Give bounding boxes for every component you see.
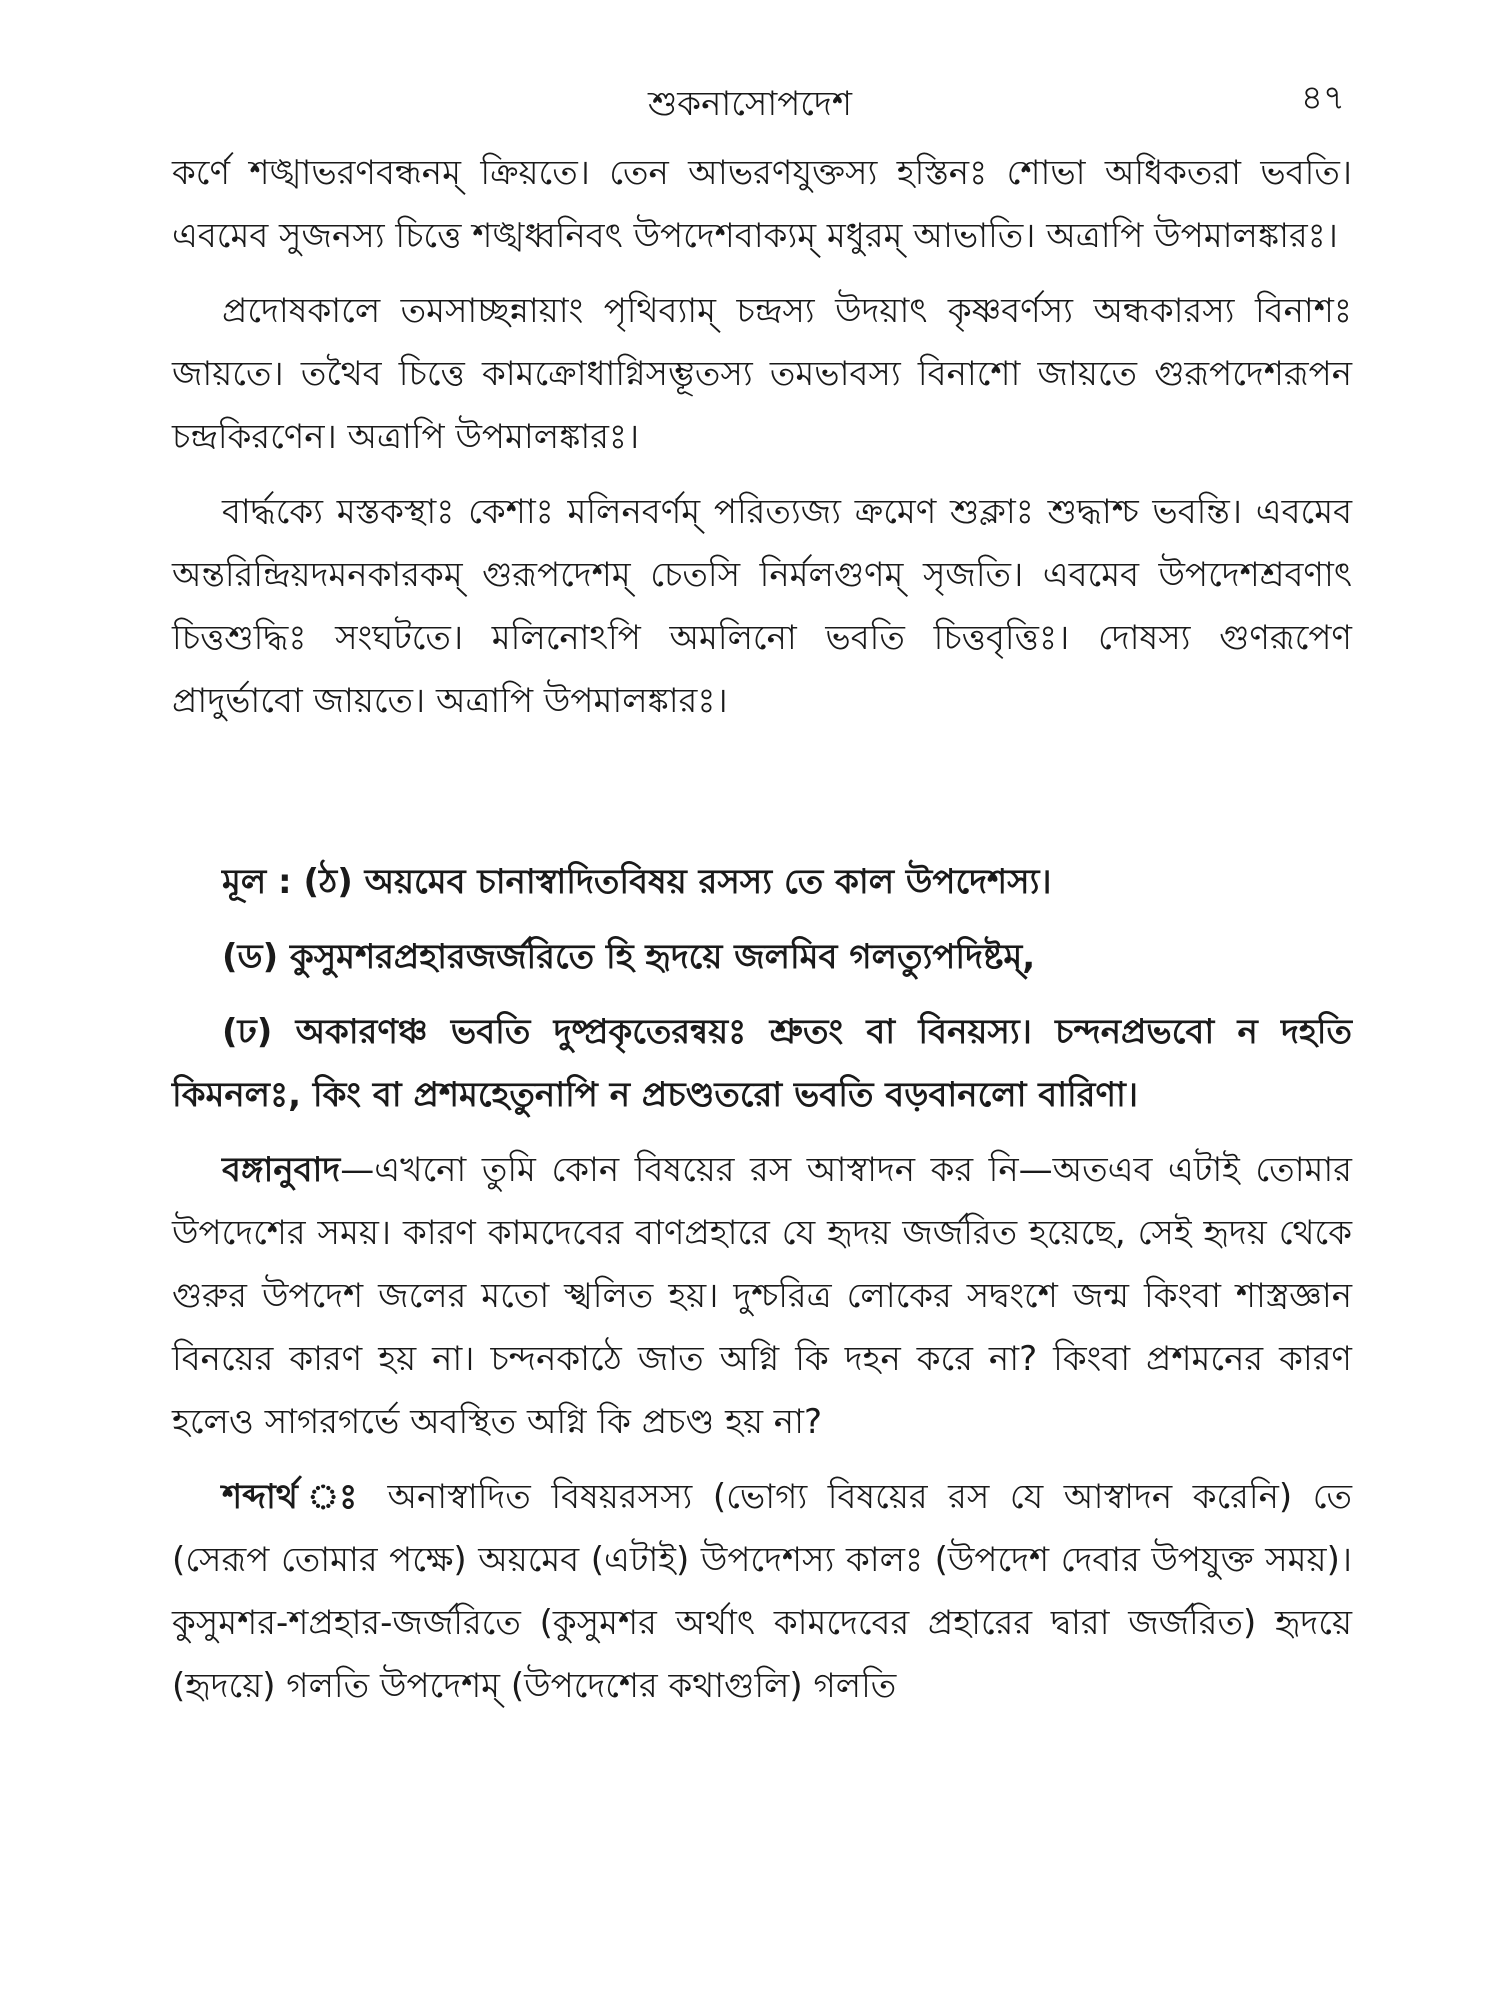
mula-line-3: (ঢ) অকারণঞ্চ ভবতি দুষ্প্রকৃতেরন্বয়ঃ শ্রুতং বা বিনয়স্য। চন্দনপ্রভবো ন দহতি কিমনলঃ, কিং বা প্রশমহেতুনাপি ন প্রচণ্ডতরো ভবতি বড়বানলো বারিণা। bbox=[172, 1012, 1352, 1115]
word-meaning-label: শব্দার্থ ঃ bbox=[222, 1477, 367, 1517]
page-header bbox=[0, 72, 1500, 132]
word-meaning-text: অনাস্বাদিত বিষয়রসস্য (ভোগ্য বিষয়ের রস যে আস্বাদন করেনি) তে (সেরূপ তোমার পক্ষে) অয়মেব (এটাই) উপদেশস্য কালঃ (উপদেশ দেবার উপযুক্ত সময়)। কুসুমশর-শপ্রহার-জর্জরিতে (কুসুমশর অর্থাৎ কামদেবের প্রহারের দ্বারা জর্জরিত) হৃদয়ে (হৃদয়ে) গলতি উপদেশম্ (উপদেশের কথাগুলি) গলতি bbox=[172, 1477, 1353, 1706]
word-meaning-paragraph bbox=[172, 1466, 1352, 1718]
paragraph-3: বার্দ্ধক্যে মস্তকস্থাঃ কেশাঃ মলিনবর্ণম্ পরিত্যজ্য ক্রমেণ শুক্লাঃ শুদ্ধাশ্চ ভবন্তি। এবমেব অন্তরিন্দ্রিয়দমনকারকম্ গুরূপদেশম্ চেতসি নির্মলগুণম্ সৃজতি। এবমেব উপদেশশ্রবণাৎ চিত্তশুদ্ধিঃ সংঘটতে। মলিনোঽপি অমলিনো ভবতি চিত্তবৃত্তিঃ। দোষস্য গুণরূপেণ প্রাদুর্ভাবো জায়তে। অত্রাপি উপমালঙ্কারঃ। bbox=[172, 492, 1352, 721]
paragraph-2: প্রদোষকালে তমসাচ্ছন্নায়াং পৃথিব্যাম্ চন্দ্রস্য উদয়াৎ কৃষ্ণবর্ণস্য অন্ধকারস্য বিনাশঃ জায়তে। তথৈব চিত্তে কামক্রোধাগ্নিসম্ভূতস্য তমভাবস্য বিনাশো জায়তে গুরূপদেশরূপন চন্দ্রকিরণেন। অত্রাপি উপমালঙ্কারঃ। bbox=[172, 291, 1352, 457]
running-title: শুকনাসোপদেশ bbox=[648, 84, 852, 124]
mula-line-2: (ড) কুসুমশরপ্রহারজর্জরিতে হি হৃদয়ে জলমিব গলত্যুপদিষ্টম্, bbox=[222, 937, 1036, 977]
page-body bbox=[172, 142, 1352, 1718]
translation-paragraph bbox=[172, 1139, 1352, 1454]
paragraph-1: কর্ণে শঙ্খাভরণবন্ধনম্ ক্রিয়তে। তেন আভরণযুক্তস্য হস্তিনঃ শোভা অধিকতরা ভবতি। এবমেব সুজনস্য চিত্তে শঙ্খধ্বনিবৎ উপদেশবাক্যম্ মধুরম্ আভাতি। অত্রাপি উপমালঙ্কারঃ। bbox=[172, 153, 1352, 256]
translation-label: বঙ্গানুবাদ bbox=[222, 1150, 341, 1190]
translation-text: —এখনো তুমি কোন বিষয়ের রস আস্বাদন কর নি—অতএব এটাই তোমার উপদেশের সময়। কারণ কামদেবের বাণপ্রহারে যে হৃদয় জর্জরিত হয়েছে, সেই হৃদয় থেকে গুরুর উপদেশ জলের মতো স্খলিত হয়। দুশ্চরিত্র লোকের সদ্বংশে জন্ম কিংবা শাস্ত্রজ্ঞান বিনয়ের কারণ হয় না। চন্দনকাঠে জাত অগ্নি কি দহন করে না? কিংবা প্রশমনের কারণ হলেও সাগরগর্ভে অবস্থিত অগ্নি কি প্রচণ্ড হয় না? bbox=[172, 1150, 1352, 1442]
mula-text bbox=[172, 851, 1352, 1127]
mula-line-1: মূল : (ঠ) অয়মেব চানাস্বাদিতবিষয় রসস্য তে কাল উপদেশস্য। bbox=[222, 862, 1052, 902]
page-number: ৪৭ bbox=[1300, 78, 1345, 118]
